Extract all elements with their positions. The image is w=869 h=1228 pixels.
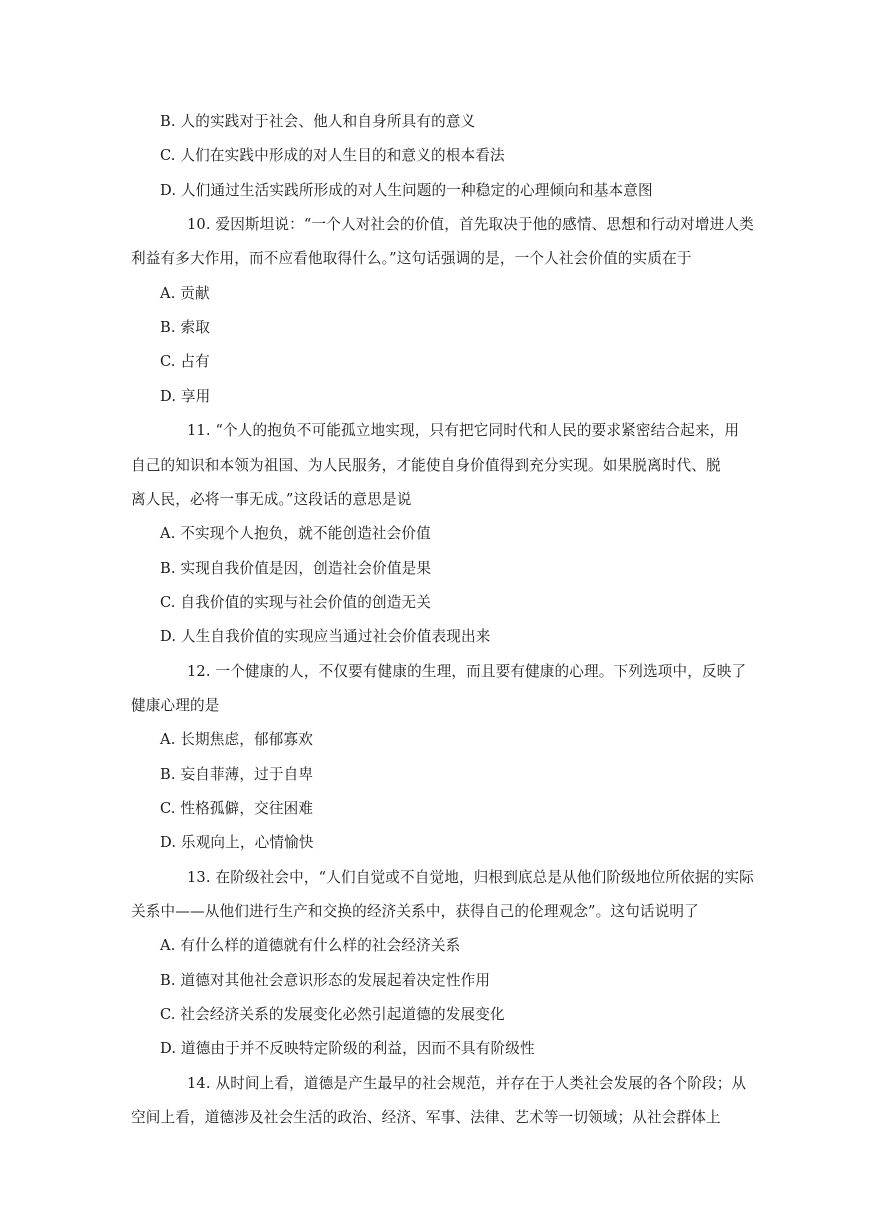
question-stem-continuation: 空间上看，道德涉及社会生活的政治、经济、军事、法律、艺术等一切领域；从社会群体上 — [131, 1109, 721, 1126]
answer-option: C. 性格孤僻，交往困难 — [160, 800, 314, 817]
question-stem-continuation: 关系中——从他们进行生产和交换的经济关系中，获得自己的伦理观念”。这句话说明了 — [131, 903, 699, 920]
answer-option: D. 道德由于并不反映特定阶级的利益，因而不具有阶级性 — [160, 1040, 535, 1057]
answer-option: C. 人们在实践中形成的对人生目的和意义的根本看法 — [160, 147, 505, 164]
answer-option: B. 妄自菲薄，过于自卑 — [160, 766, 314, 783]
answer-option: B. 实现自我价值是因，创造社会价值是果 — [160, 560, 432, 577]
question-stem: 14. 从时间上看，道德是产生最早的社会规范，并存在于人类社会发展的各个阶段；从 — [187, 1075, 747, 1092]
answer-option: A. 有什么样的道德就有什么样的社会经济关系 — [160, 937, 461, 954]
answer-option: A. 长期焦虑，郁郁寡欢 — [160, 731, 313, 748]
question-stem: 13. 在阶级社会中，“人们自觉或不自觉地，归根到底总是从他们阶级地位所依据的实际 — [187, 869, 754, 886]
answer-option: D. 人们通过生活实践所形成的对人生问题的一种稳定的心理倾向和基本意图 — [160, 182, 653, 199]
answer-option: C. 占有 — [160, 353, 210, 370]
answer-option: D. 乐观向上，心情愉快 — [160, 834, 314, 851]
answer-option: B. 索取 — [160, 319, 210, 336]
answer-option: C. 自我价值的实现与社会价值的创造无关 — [160, 594, 432, 611]
question-stem: 12. 一个健康的人，不仅要有健康的生理，而且要有健康的心理。下列选项中，反映了 — [187, 663, 747, 680]
answer-option: B. 人的实践对于社会、他人和自身所具有的意义 — [160, 113, 476, 130]
question-stem: 11. “个人的抱负不可能孤立地实现，只有把它同时代和人民的要求紧密结合起来，用 — [187, 422, 740, 439]
answer-option: A. 不实现个人抱负，就不能创造社会价值 — [160, 525, 431, 542]
answer-option: D. 人生自我价值的实现应当通过社会价值表现出来 — [160, 628, 491, 645]
answer-option: D. 享用 — [160, 388, 211, 405]
answer-option: C. 社会经济关系的发展变化必然引起道德的发展变化 — [160, 1006, 505, 1023]
answer-option: A. 贡献 — [160, 285, 210, 302]
question-stem: 10. 爱因斯坦说：“一个人对社会的价值，首先取决于他的感情、思想和行动对增进人类 — [187, 216, 754, 233]
question-stem-continuation: 离人民，必将一事无成。”这段话的意思是说 — [131, 491, 412, 508]
question-stem-continuation: 利益有多大作用，而不应看他取得什么。”这句话强调的是，一个人社会价值的实质在于 — [131, 250, 692, 267]
answer-option: B. 道德对其他社会意识形态的发展起着决定性作用 — [160, 972, 491, 989]
question-stem-continuation: 健康心理的是 — [131, 697, 220, 714]
question-stem-continuation: 自己的知识和本领为祖国、为人民服务，才能使自身价值得到充分实现。如果脱离时代、脱 — [131, 457, 721, 474]
